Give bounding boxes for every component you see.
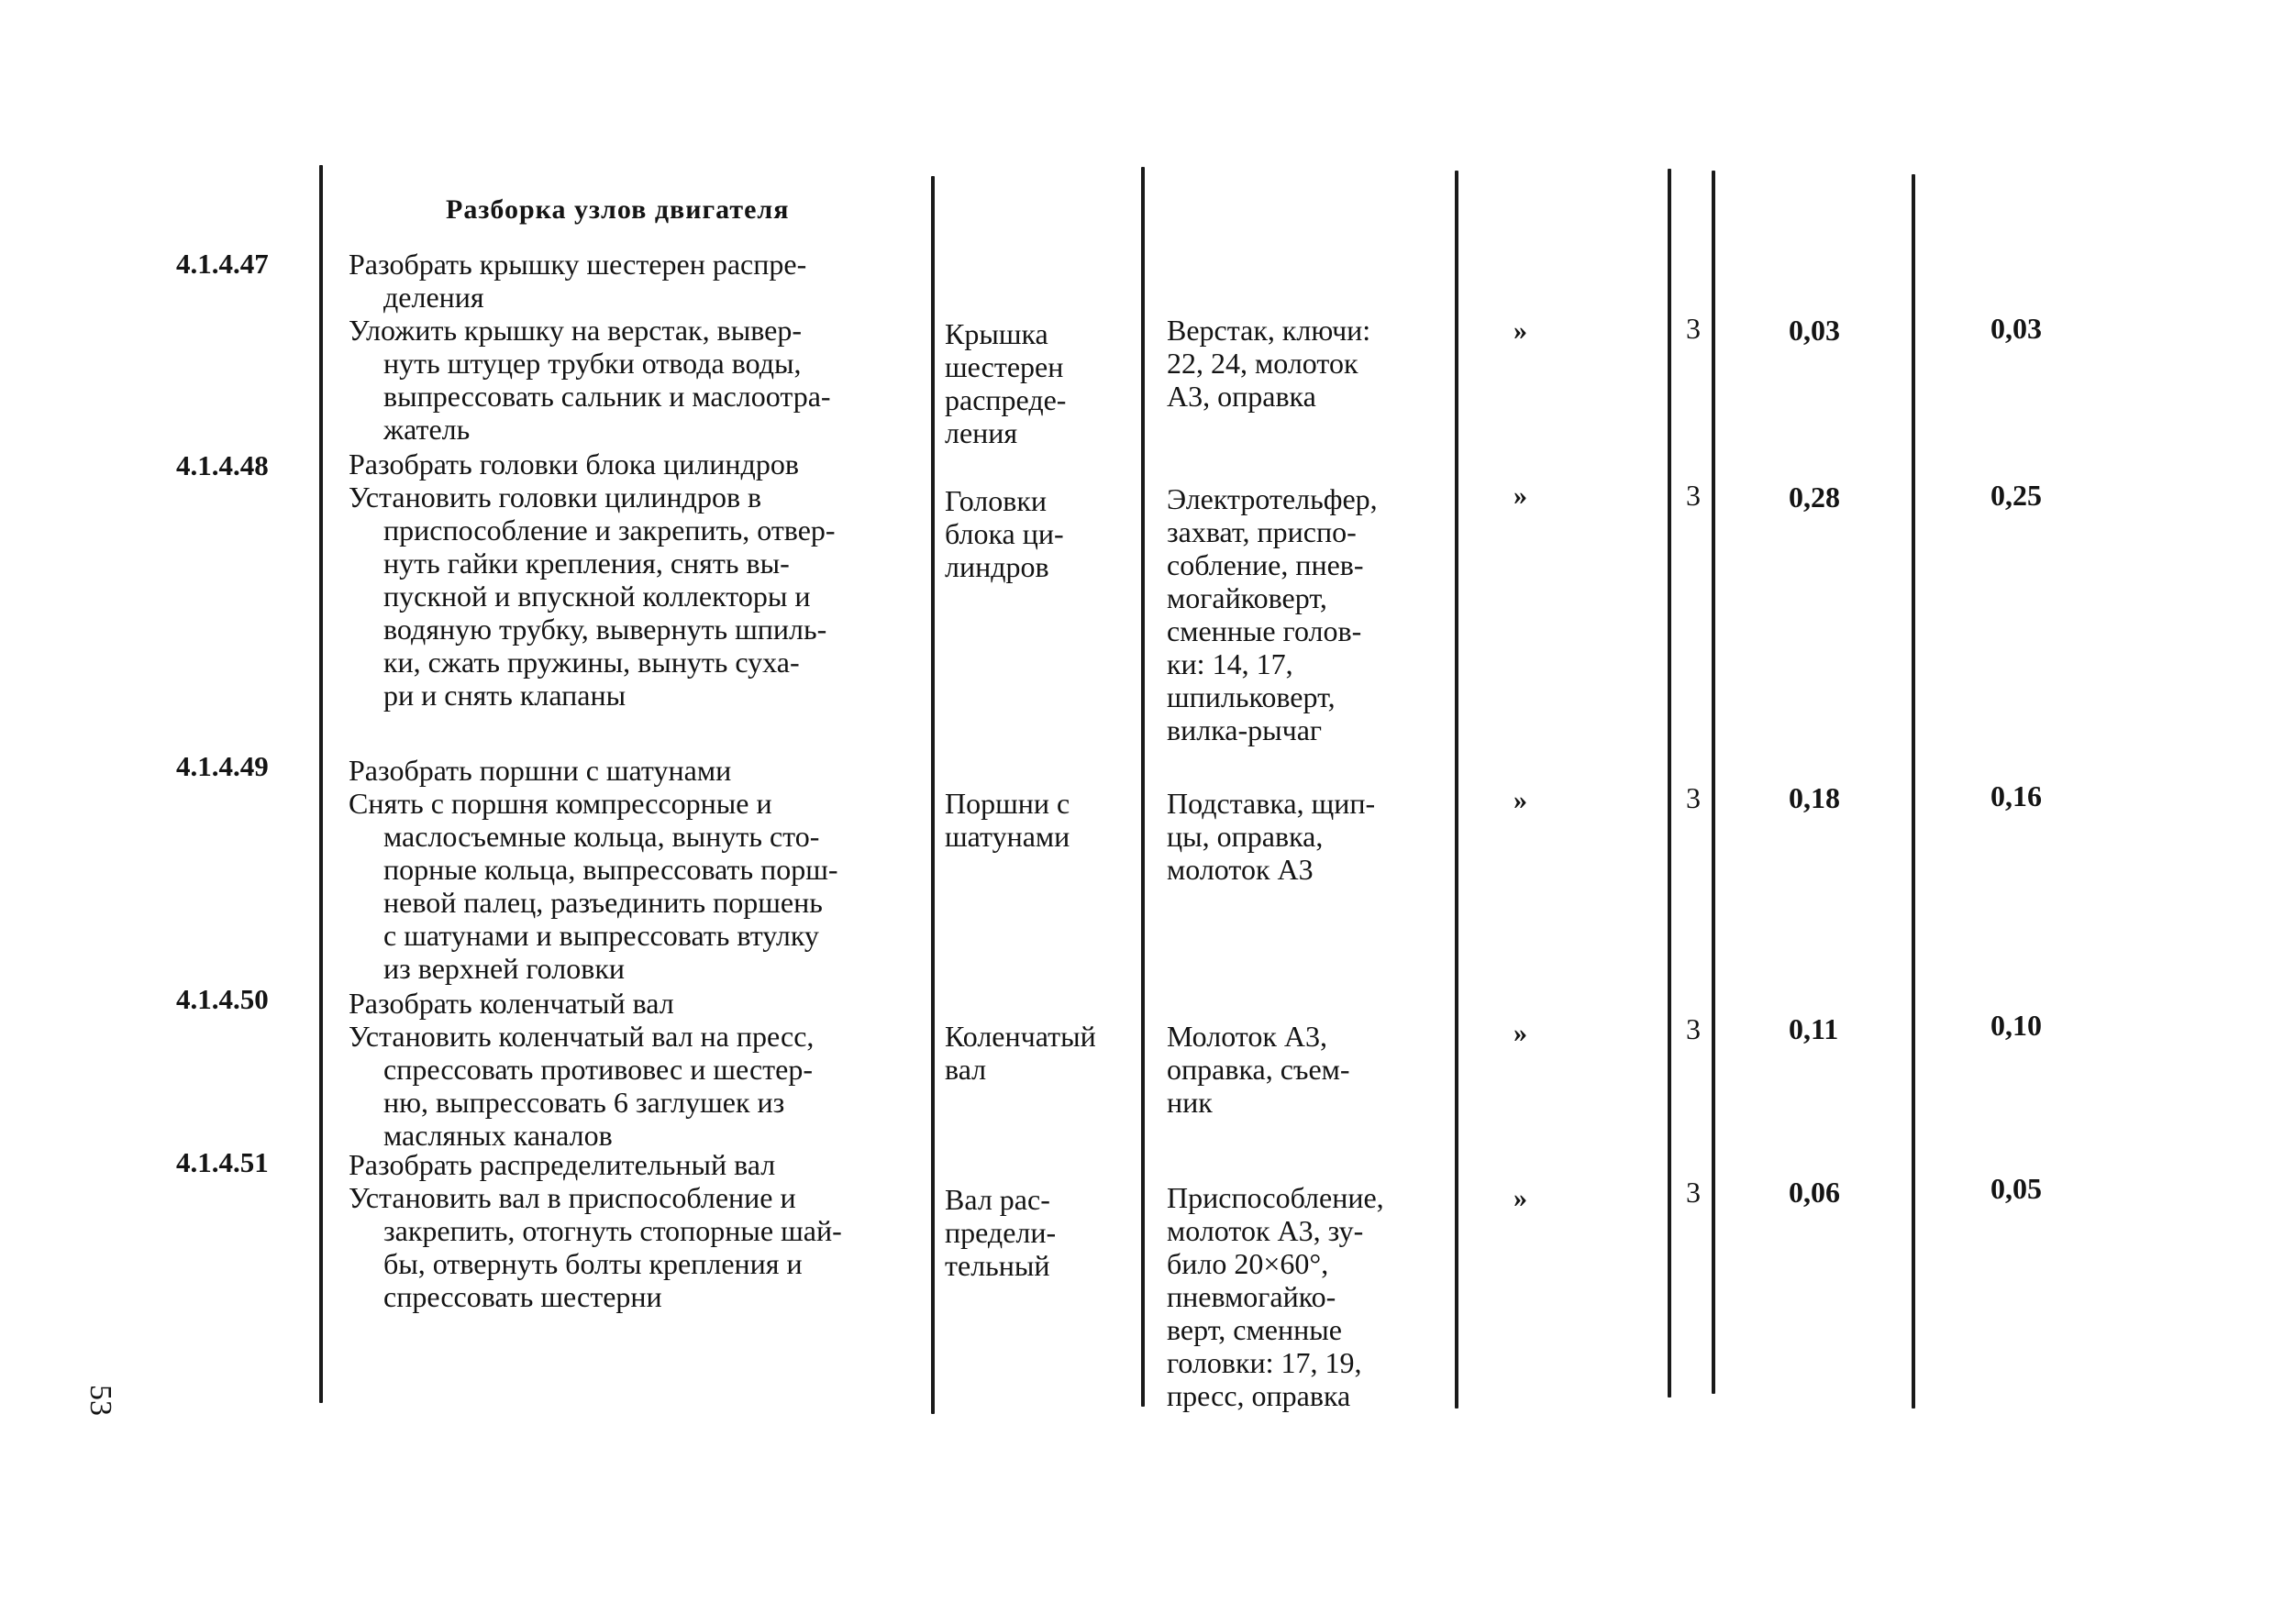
desc-line: ри и снять клапаны <box>383 679 626 712</box>
desc-line: бы, отвернуть болты крепления и <box>383 1247 803 1280</box>
ditto-mark: » <box>1513 315 1527 346</box>
tools-cell: Приспособление, молоток А3, зу- било 20×60°, пневмогайко- верт, сменные головки: 17, 19, пресс, оправка <box>1167 1181 1384 1412</box>
row-number: 4.1.4.47 <box>176 248 269 280</box>
grade-cell: 3 <box>1686 1012 1701 1045</box>
grade-cell: 3 <box>1686 479 1701 512</box>
object-cell: Поршни с шатунами <box>945 787 1070 853</box>
norm-time-2: 0,05 <box>1990 1172 2042 1205</box>
grade-cell: 3 <box>1686 1176 1701 1209</box>
desc-line: водяную трубку, вывернуть шпиль- <box>383 613 827 646</box>
title-line: Разобрать головки блока цилиндров <box>349 447 799 481</box>
grade-cell: 3 <box>1686 781 1701 814</box>
column-rule-5 <box>1668 169 1671 1398</box>
column-rule-7 <box>1912 174 1915 1409</box>
tools-cell: Подставка, щип- цы, оправка, молоток А3 <box>1167 787 1376 886</box>
desc-line: спрессовать шестерни <box>383 1280 662 1313</box>
desc-line: нуть штуцер трубки отвода воды, <box>383 347 802 380</box>
row-number: 4.1.4.49 <box>176 750 269 782</box>
tools-cell: Молоток А3, оправка, съем- ник <box>1167 1020 1350 1119</box>
operation-description <box>349 1181 936 1313</box>
desc-line: нуть гайки крепления, снять вы- <box>383 547 790 580</box>
row-number: 4.1.4.51 <box>176 1146 269 1178</box>
desc-line: ки, сжать пружины, вынуть суха- <box>383 646 800 679</box>
desc-line: с шатунами и выпрессовать втулку <box>383 919 819 952</box>
ditto-mark: » <box>1513 481 1527 511</box>
operation-title <box>349 248 936 314</box>
norm-time-1: 0,11 <box>1789 1012 1839 1045</box>
title-line: Разобрать крышку шестерен распре- <box>349 248 807 281</box>
desc-line: маслосъемные кольца, вынуть сто- <box>383 820 820 853</box>
desc-line: масляных каналов <box>383 1119 613 1152</box>
operation-description <box>349 787 936 985</box>
ditto-mark: » <box>1513 785 1527 815</box>
desc-line: Установить вал в приспособление и <box>349 1181 796 1214</box>
operation-description <box>349 1020 936 1152</box>
desc-line: ню, выпрессовать 6 заглушек из <box>383 1086 785 1119</box>
object-cell: Вал рас- предели- тельный <box>945 1183 1057 1282</box>
norm-time-1: 0,03 <box>1789 314 1840 347</box>
object-cell: Головки блока ци- линдров <box>945 484 1064 583</box>
ditto-mark: » <box>1513 1183 1527 1213</box>
desc-line: Уложить крышку на верстак, вывер- <box>349 314 802 347</box>
norm-time-2: 0,25 <box>1990 479 2042 512</box>
object-cell: Коленчатый вал <box>945 1020 1096 1086</box>
norm-time-1: 0,28 <box>1789 481 1840 514</box>
desc-line: жатель <box>383 413 471 446</box>
desc-line: из верхней головки <box>383 952 625 985</box>
operation-title <box>349 754 936 787</box>
object-cell: Крышка шестерен распреде- ления <box>945 317 1067 449</box>
operation-description <box>349 314 936 446</box>
desc-line: Установить головки цилиндров в <box>349 481 762 514</box>
operation-title <box>349 1148 936 1181</box>
desc-line: порные кольца, выпрессовать порш- <box>383 853 838 886</box>
tools-cell: Электротельфер, захват, приспо- собление, пнев- могайковерт, сменные голов- ки: 14, 17, шпильковерт, вилка-рычаг <box>1167 482 1378 746</box>
tools-cell: Верстак, ключи: 22, 24, молоток А3, оправка <box>1167 314 1371 413</box>
operation-description <box>349 481 936 712</box>
ditto-mark: » <box>1513 1018 1527 1048</box>
norm-time-1: 0,06 <box>1789 1176 1840 1209</box>
operation-title <box>349 447 936 481</box>
desc-line: закрепить, отогнуть стопорные шай- <box>383 1214 842 1247</box>
desc-line: невой палец, разъединить поршень <box>383 886 823 919</box>
operation-title <box>349 987 936 1020</box>
norm-time-2: 0,16 <box>1990 779 2042 812</box>
title-line: деления <box>383 281 484 314</box>
page-number: 53 <box>83 1385 117 1416</box>
norm-time-2: 0,10 <box>1990 1009 2042 1042</box>
row-number: 4.1.4.48 <box>176 449 269 481</box>
row-number: 4.1.4.50 <box>176 983 269 1015</box>
title-line: Разобрать поршни с шатунами <box>349 754 732 787</box>
column-rule-6 <box>1712 171 1715 1394</box>
norm-time-2: 0,03 <box>1990 312 2042 345</box>
desc-line: пускной и впускной коллекторы и <box>383 580 811 613</box>
desc-line: выпрессовать сальник и маслоотра- <box>383 380 831 413</box>
desc-line: приспособление и закрепить, отвер- <box>383 514 836 547</box>
column-rule-1 <box>319 165 323 1403</box>
section-title: Разборка узлов двигателя <box>446 194 790 225</box>
grade-cell: 3 <box>1686 312 1701 345</box>
desc-line: спрессовать противовес и шестер- <box>383 1053 814 1086</box>
title-line: Разобрать распределительный вал <box>349 1148 776 1181</box>
desc-line: Установить коленчатый вал на пресс, <box>349 1020 815 1053</box>
desc-line: Снять с поршня компрессорные и <box>349 787 772 820</box>
norm-time-1: 0,18 <box>1789 781 1840 814</box>
title-line: Разобрать коленчатый вал <box>349 987 674 1020</box>
